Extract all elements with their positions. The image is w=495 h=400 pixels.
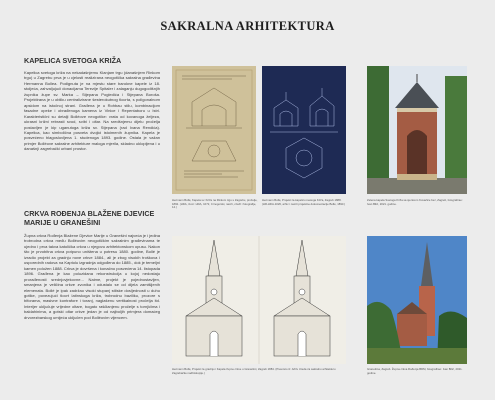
figure-kapelica-blueprint (262, 66, 346, 194)
kapelica-drawing-illustration (172, 66, 256, 194)
figure-kapelica-photo (367, 66, 467, 194)
caption-fig2: Hermann Bollé, Projekt za kapelicu svetoga Križa, Zagreb 1888. (HR-HDA-1026, arhiv i nacrti projektne dokumentacije Bollé, 1893.) (262, 198, 346, 206)
figure-kapelica-drawing (172, 66, 256, 194)
kapelica-blueprint-illustration (262, 66, 346, 194)
figure-crkva-drawings (172, 236, 346, 364)
figure-crkva-photo (367, 236, 467, 364)
section-heading-crkva (24, 209, 154, 227)
caption-fig5: Granešina, Zagreb. Župna crkva Rođenja BDM, fotografirao: Ivan Bilić, 2021. godine. (367, 367, 463, 375)
section-heading-crkva-line1: CRKVA ROĐENJA BLAŽENE DJEVICE (24, 209, 155, 218)
crkva-photo-illustration (367, 236, 467, 364)
section-heading-kapelica: KAPELICA SVETOGA KRIŽA (24, 56, 122, 65)
caption-fig3: Zelena kapela Svetoga Križa sa sjenicom Kovačice bez, Zagreb, fotografirao: Ivan Bilić, 2021. godine. (367, 198, 463, 206)
caption-fig4: Hermann Bollé, Projekt za gradnju i Kapela župne crkve u Granešini, Zagreb 1884. (Preuzeto iz: Arhiv Ureda za sakralnu arhitekturu Zagrebačke nadbiskupije.) (172, 367, 336, 375)
section-body-crkva: Župna crkva Rođenja Blažene Djevice Marije u Granešini najveća je i jedina trobrodna crkva među Bolléovim neogotičkim sakralnim građevinama te ujedno i prva takva katolička crkva u njegovu arhitektonskom opusu. Nakon što je prvobitna crkva potpuno uništena u potresu 1880. godine, Bollé je izradio projekt za gradnju nove crkve 1884., ali je zbog visokih troškova i usporednih radova na Kaptolu izgradnja odgođena do 1885., dok je temeljni kamen položen 1888. Crkva je dovršena i konačno posvećena 14. listopada 1896. Građena je kao poluzidana rekonstrukcija u kojoj nedostaju prorađenosti srednjovjekovne... Naime, projekt je pojednostavljen, smanjena je veličina crkve zvonika i odustalo se od dijela zamišljenih elemenata. Bollé je ipak zadržao visoki stupanj stilske dosljednosti u duhu gotike, povezujući tlocrt latinskoga križa, trobrodnu baziliku, prozore s biforama, masivne kontrafore i toranj, naglašenu vertikalnost pročelja itd. Interijer uključuje vrijedne oltare, bogato raščlanjenu pročelje s tornjićima i baldahinima, a gotski oltar crkve jedan je od najboljih primjera domaćeg drvorezbarskog umijeća uključen pod Bolléovim vijencem. (24, 233, 160, 320)
section-heading-crkva-line2: MARIJE U GRANEŠINI (24, 218, 101, 227)
kapelica-photo-illustration (367, 66, 467, 194)
caption-fig1: Hermann Bollé, Kapela sv. Križa na Rinkom trgu u Zagrebu, pročelje, 1892. (HDA, izvor: HDA, 1072, Crnogorski, nacrti, crteži i fotografije, 14.) (172, 198, 258, 210)
page-title: SAKRALNA ARHITEKTURA (160, 19, 335, 33)
crkva-drawings-illustration (172, 236, 346, 364)
section-body-kapelica: Kapelica svetoga križa na nekadašnjemu Klanjam trgu (današnjem Rinkom trgu) u Zagrebu prva je u cjelosti realizirana neogotička sakralna građevina Hermanna Bollea. Podignuta je na mjestu stare barokne kapele iz 18. stoljeća, zahvaljujući donacijama Terezije Spitaler i zalaganju dugogodišnjih župnika župe sv. Marka – Stjepana Pogledića i Stjepana Boroša. Projektirana je u obliku centralizirane šesterokutnog tlocrta, s poligonalnom apsidom na istočnoj strani. Građena je u Rohbau stilu, kombinacijom fasadne opeke i obrađenoga kamena iz Vinice i Repentaboru u Istri. Karakteristični su detalji Bolléove neogotike: vrata od kovanoga željeza, ukrasni križni rebrasti svod, svibi i oltar. Na sredšnjemu dijelu pročelja postavljen je kip uganutoga križa sv. Stjepana (rad Ivana Rendića). Kapelica, kao simbolična posveta dvojici istoimenih župnika. Kapela je posvećeno blagoslovljena 1. studenoga 1893. godine. Ostala je važan primjer Bolléove sakralne arhitekture maloga mjerila, skladno uklopljena i u današnji zagrebački urbani prostor. (24, 70, 160, 152)
